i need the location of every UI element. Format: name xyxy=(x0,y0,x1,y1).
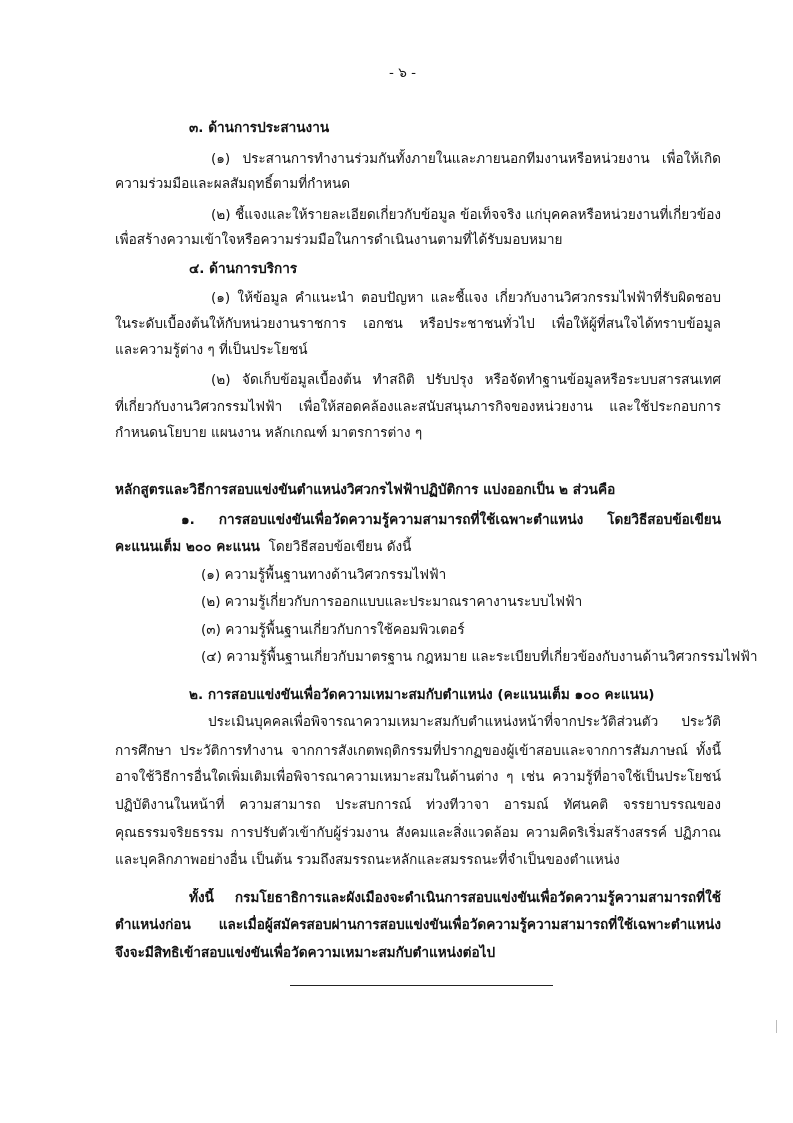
section-3-item-2-line-1: (๒) ชี้แจงและให้รายละเอียดเกี่ยวกับข้อมูล ข้อเท็จจริง แก่บุคคลหรือหน่วยงานที่เกี่ยวข้อง xyxy=(211,207,721,223)
section-4-heading: ๔. ด้านการบริการ xyxy=(189,261,298,277)
section-4-item-2-line-3: กำหนดนโยบาย แผนงาน หลักเกณฑ์ มาตรการต่าง ๆ xyxy=(115,425,423,441)
section-4-item-1-line-3: และความรู้ต่าง ๆ ที่เป็นประโยชน์ xyxy=(115,342,308,358)
curriculum-heading: หลักสูตรและวิธีการสอบแข่งขันตำแหน่งวิศวกรไฟฟ้าปฏิบัติการ แบ่งออกเป็น ๒ ส่วนคือ xyxy=(115,482,616,498)
part-2-body-line-2: การศึกษา ประวัติการทำงาน จากการสังเกตพฤติกรรมที่ปรากฏของผู้เข้าสอบและจากการสัมภาษณ์ ทั้งนี้ xyxy=(115,743,721,759)
part-2-body-line-4: ปฏิบัติงานในหน้าที่ ความสามารถ ประสบการณ์ ท่วงทีวาจา อารมณ์ ทัศนคติ จรรยาบรรณของ xyxy=(115,797,721,813)
part-2-body-line-3: อาจใช้วิธีการอื่นใดเพิ่มเติมเพื่อพิจารณาความเหมาะสมในด้านต่าง ๆ เช่น ความรู้ที่อาจใช้เป็นประโยชน์ xyxy=(115,769,721,785)
section-4-item-2-line-1: (๒) จัดเก็บข้อมูลเบื้องต้น ทำสถิติ ปรับปรุง หรือจัดทำฐานข้อมูลหรือระบบสารสนเทศ xyxy=(211,372,721,388)
part-1-score: คะแนนเต็ม ๒๐๐ คะแนน xyxy=(115,539,260,555)
section-3-item-2-line-2: เพื่อสร้างความเข้าใจหรือความร่วมมือในการดำเนินงานตามที่ได้รับมอบหมาย xyxy=(115,232,563,248)
section-4-item-1-line-1: (๑) ให้ข้อมูล คำแนะนำ ตอบปัญหา และชี้แจง เกี่ยวกับงานวิศวกรรมไฟฟ้าที่รับผิดชอบ xyxy=(211,290,721,306)
margin-mark xyxy=(776,1020,777,1033)
part-1-method: โดยวิธีสอบข้อเขียน ดังนี้ xyxy=(268,539,412,555)
part-1-item-4: (๔) ความรู้พื้นฐานเกี่ยวกับมาตรฐาน กฎหมาย และระเบียบที่เกี่ยวข้องกับงานด้านวิศวกรรมไฟฟ้า xyxy=(201,649,758,665)
closing-line-3: จึงจะมีสิทธิเข้าสอบแข่งขันเพื่อวัดความเหมาะสมกับตำแหน่งต่อไป xyxy=(115,945,496,961)
section-3-heading: ๓. ด้านการประสานงาน xyxy=(189,120,330,136)
part-1-item-2: (๒) ความรู้เกี่ยวกับการออกแบบและประมาณราคางานระบบไฟฟ้า xyxy=(201,594,583,610)
section-4-item-2-line-2: ที่เกี่ยวกับงานวิศวกรรมไฟฟ้า เพื่อให้สอดคล้องและสนับสนุนภารกิจของหน่วยงาน และใช้ประกอบการ xyxy=(115,399,721,415)
part-1-item-3: (๓) ความรู้พื้นฐานเกี่ยวกับการใช้คอมพิวเตอร์ xyxy=(201,622,465,638)
end-rule xyxy=(290,985,553,986)
part-2-body-line-1: ประเมินบุคคลเพื่อพิจารณาความเหมาะสมกับตำแหน่งหน้าที่จากประวัติส่วนตัว ประวัติ xyxy=(208,714,721,730)
part-1-heading-line-1: ๑. การสอบแข่งขันเพื่อวัดความรู้ความสามารถที่ใช้เฉพาะตำแหน่ง โดยวิธีสอบข้อเขียน xyxy=(181,512,721,528)
part-2-body-line-5: คุณธรรมจริยธรรม การปรับตัวเข้ากับผู้ร่วมงาน สังคมและสิ่งแวดล้อม ความคิดริเริ่มสร้างสรรค์ ปฏิภาณ xyxy=(115,825,721,841)
section-3-item-1-line-2: ความร่วมมือและผลสัมฤทธิ์ตามที่กำหนด xyxy=(115,176,351,192)
part-2-body-line-6: และบุคลิกภาพอย่างอื่น เป็นต้น รวมถึงสมรรถนะหลักและสมรรถนะที่จำเป็นของตำแหน่ง xyxy=(115,852,620,868)
section-4-item-1-line-2: ในระดับเบื้องต้นให้กับหน่วยงานราชการ เอกชน หรือประชาชนทั่วไป เพื่อให้ผู้ที่สนใจได้ทราบข้อมูล xyxy=(115,316,721,332)
closing-line-1: ทั้งนี้ กรมโยธาธิการและผังเมืองจะดำเนินการสอบแข่งขันเพื่อวัดความรู้ความสามารถที่ใช้ xyxy=(189,890,721,906)
part-1-heading-line-2 xyxy=(115,537,411,557)
section-3-item-1-line-1: (๑) ประสานการทำงานร่วมกันทั้งภายในและภายนอกทีมงานหรือหน่วยงาน เพื่อให้เกิด xyxy=(211,151,721,167)
part-1-item-1: (๑) ความรู้พื้นฐานทางด้านวิศวกรรมไฟฟ้า xyxy=(201,567,447,583)
closing-line-2: ตำแหน่งก่อน และเมื่อผู้สมัครสอบผ่านการสอบแข่งขันเพื่อวัดความรู้ความสามารถที่ใช้เฉพาะตำแหน่ง xyxy=(115,917,721,933)
page-number: - ๖ - xyxy=(389,65,417,81)
part-2-heading: ๒. การสอบแข่งขันเพื่อวัดความเหมาะสมกับตำแหน่ง (คะแนนเต็ม ๑๐๐ คะแนน) xyxy=(189,687,655,703)
